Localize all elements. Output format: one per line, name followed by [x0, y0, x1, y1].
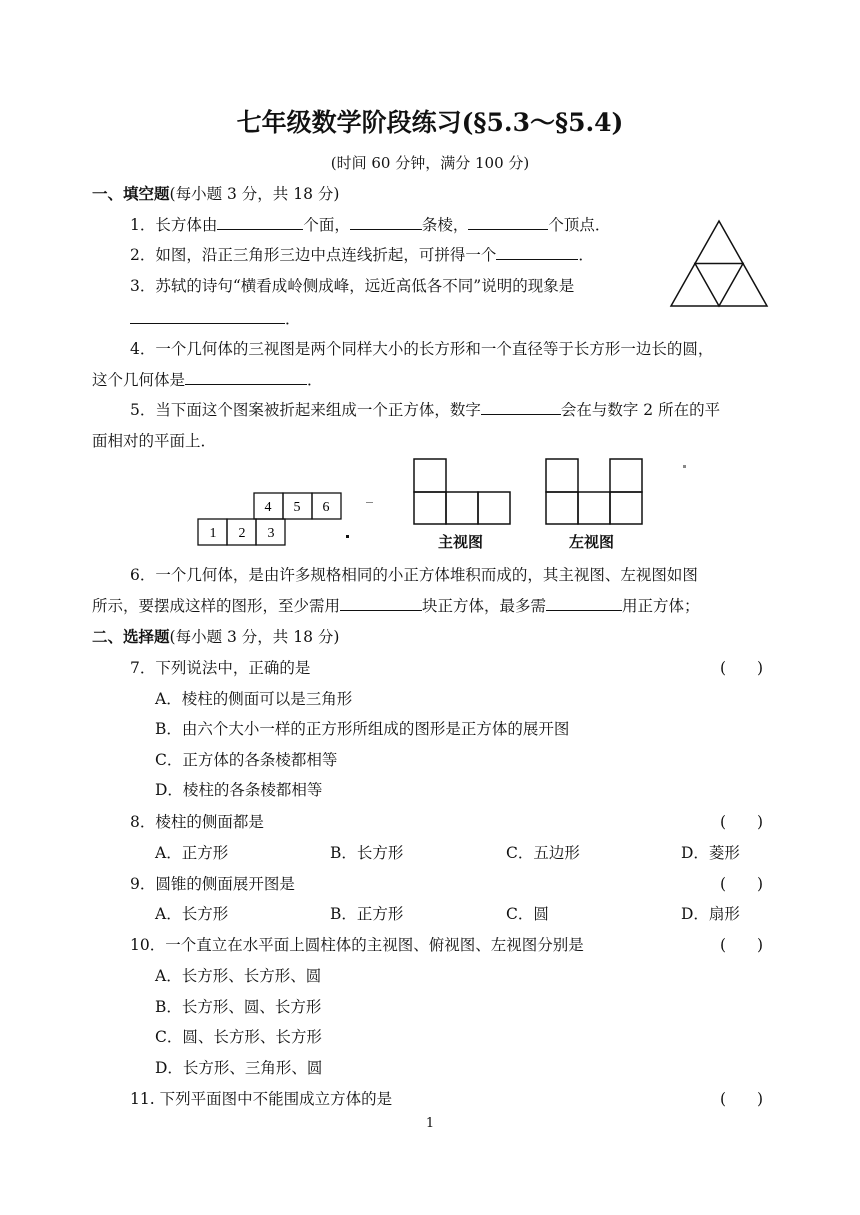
- inner-triangle: [695, 264, 743, 307]
- left-view-square: [610, 459, 642, 492]
- q8-option-c[interactable]: C．五边形: [506, 844, 580, 862]
- front-view-square: [414, 459, 446, 492]
- net-label-2: 2: [238, 526, 246, 541]
- front-view-figure: [410, 456, 514, 528]
- q3-text-a: 3．苏轼的诗句“横看成岭侧成峰，远近高低各不同”说明的现象是: [130, 277, 575, 295]
- section-fill-blank: [92, 182, 339, 204]
- page-number: 1: [425, 1116, 435, 1131]
- q10-option-d[interactable]: D．长方形、三角形、圆: [155, 1059, 323, 1077]
- section-note: (每小题 3 分，共 18 分): [169, 628, 340, 646]
- question-11-stem: 11. 下列平面图中不能围成立方体的是: [130, 1090, 393, 1108]
- left-view-square: [578, 492, 610, 524]
- q9-option-a[interactable]: A．长方形: [155, 905, 229, 923]
- answer-blank[interactable]: [546, 595, 622, 611]
- answer-blank[interactable]: [350, 214, 422, 230]
- net-label-1: 1: [209, 526, 217, 541]
- section-heading: 二、选择题: [92, 627, 170, 646]
- cube-net-figure: [196, 490, 346, 550]
- left-view-square: [546, 492, 578, 524]
- front-view-square: [446, 492, 478, 524]
- left-view-square: [546, 459, 578, 492]
- q6-text-a: 所示，要摆成这样的图形，至少需用: [92, 597, 341, 615]
- net-label-3: 3: [267, 526, 275, 541]
- question-5: [130, 398, 720, 420]
- q4-end: ．: [307, 371, 323, 389]
- question-4: [130, 337, 713, 359]
- question-5-line2: [92, 429, 216, 451]
- answer-blank[interactable]: [468, 214, 548, 230]
- net-label-5: 5: [293, 500, 301, 515]
- question-8-stem: 8．棱柱的侧面都是: [130, 813, 264, 831]
- question-3: [130, 274, 574, 296]
- q5-text-b: 会在与数字 2 所在的平: [560, 401, 721, 419]
- q7-option-d[interactable]: D．棱柱的各条棱都相等: [155, 781, 323, 799]
- page-subtitle: (时间 60 分钟，满分 100 分): [330, 154, 530, 172]
- question-1: [130, 213, 610, 235]
- answer-blank[interactable]: [340, 595, 422, 611]
- section-heading: 一、填空题: [92, 184, 170, 203]
- q10-option-c[interactable]: C．圆、长方形、长方形: [155, 1028, 322, 1046]
- q2-text-b: ．: [578, 246, 594, 264]
- answer-blank[interactable]: [496, 244, 578, 260]
- question-7-stem: 7．下列说法中，正确的是: [130, 659, 311, 677]
- q10-option-b[interactable]: B．长方形、圆、长方形: [155, 998, 322, 1016]
- q1-text-b: 个面，: [303, 216, 350, 234]
- left-view-caption: 左视图: [569, 533, 615, 551]
- q4-line2: 这个几何体是: [92, 371, 186, 389]
- left-view-figure: [542, 456, 646, 528]
- q10-option-a[interactable]: A．长方形、长方形、圆: [155, 967, 322, 985]
- question-10-stem: 10．一个直立在水平面上圆柱体的主视图、俯视图、左视图分别是: [130, 936, 584, 954]
- answer-blank[interactable]: [217, 214, 303, 230]
- figure-dot: [346, 535, 349, 538]
- answer-parentheses[interactable]: ( ): [720, 875, 764, 893]
- q1-text-a: 1．长方体由: [130, 216, 218, 234]
- q1-text-c: 条棱，: [421, 216, 469, 234]
- q8-option-b[interactable]: B．长方形: [330, 844, 404, 862]
- front-view-square: [414, 492, 446, 524]
- q8-option-a[interactable]: A．正方形: [155, 844, 229, 862]
- q2-text-a: 2．如图，沿正三角形三边中点连线折起，可拼得一个: [130, 246, 497, 264]
- answer-parentheses[interactable]: ( ): [720, 813, 764, 831]
- question-6-line2: [92, 594, 700, 616]
- answer-parentheses[interactable]: ( ): [720, 936, 764, 954]
- q7-option-a[interactable]: A．棱柱的侧面可以是三角形: [155, 690, 353, 708]
- answer-parentheses[interactable]: ( ): [720, 659, 764, 677]
- q5-text-a: 5．当下面这个图案被折起来组成一个正方体，数字: [130, 401, 481, 419]
- left-view-square: [610, 492, 642, 524]
- q1-text-d: 个顶点．: [548, 216, 611, 234]
- question-6: [130, 563, 698, 585]
- q5-line2: 面相对的平面上．: [92, 432, 217, 450]
- net-label-4: 4: [264, 500, 272, 515]
- q9-option-c[interactable]: C．圆: [506, 905, 549, 923]
- question-4-line2: [92, 368, 323, 390]
- net-label-6: 6: [322, 500, 330, 515]
- q9-option-d[interactable]: D．扇形: [681, 905, 740, 923]
- question-2: [130, 243, 594, 265]
- q8-option-d[interactable]: D．菱形: [681, 844, 740, 862]
- q7-option-c[interactable]: C．正方体的各条棱都相等: [155, 751, 338, 769]
- q7-option-b[interactable]: B．由六个大小一样的正方形所组成的图形是正方体的展开图: [155, 720, 570, 738]
- page-title: 七年级数学阶段练习(§5.3～§5.4): [236, 108, 624, 137]
- section-note: (每小题 3 分，共 18 分): [169, 185, 340, 203]
- question-3-answer-line: [130, 307, 301, 329]
- q6-text-c: 用正方体；: [622, 597, 700, 615]
- answer-blank[interactable]: [185, 369, 307, 385]
- q6-line1: 6．一个几何体，是由许多规格相同的小正方体堆积而成的，其主视图、左视图如图: [130, 566, 698, 584]
- answer-parentheses[interactable]: ( ): [720, 1090, 764, 1108]
- answer-blank[interactable]: [130, 308, 285, 324]
- q4-line1: 4．一个几何体的三视图是两个同样大小的长方形和一个直径等于长方形一边长的圆，: [130, 340, 714, 358]
- front-view-square: [478, 492, 510, 524]
- front-view-caption: 主视图: [438, 533, 484, 551]
- q9-option-b[interactable]: B．正方形: [330, 905, 404, 923]
- q3-text-b: ．: [285, 310, 301, 328]
- answer-blank[interactable]: [481, 399, 561, 415]
- figure-dash: [366, 502, 373, 503]
- triangle-figure: [668, 218, 770, 310]
- figure-dot: [683, 465, 686, 468]
- q6-text-b: 块正方体，最多需: [422, 597, 547, 615]
- section-multiple-choice: [92, 625, 339, 647]
- question-9-stem: 9．圆锥的侧面展开图是: [130, 875, 295, 893]
